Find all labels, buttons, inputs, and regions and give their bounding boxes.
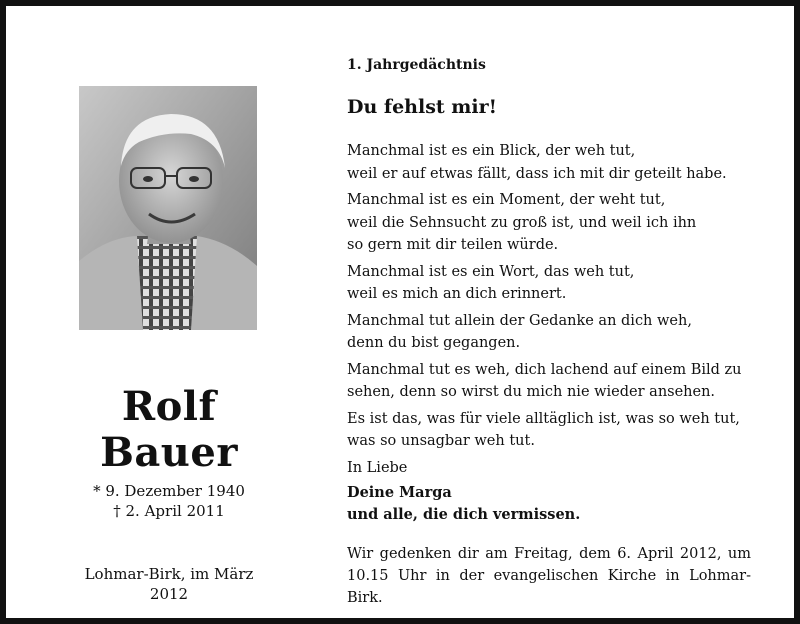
poem-line: was so unsagbar weh tut. [347,433,535,449]
poem-line: sehen, denn so wirst du mich nie wieder ansehen. [347,384,716,400]
poem [347,140,755,457]
portrait-photo [79,86,257,330]
signers [347,482,755,526]
poem-line: so gern mit dir teilen würde. [347,237,559,253]
signer-others: und alle, die dich vermissen. [347,506,581,523]
poem-line: Manchmal tut allein der Gedanke an dich weh, [347,312,692,329]
poem-stanza [347,359,755,404]
poem-line: Manchmal ist es ein Wort, das weh tut, [347,263,635,280]
deceased-last-name: Bauer [100,429,238,476]
birth-date: * 9. Dezember 1940 [93,482,245,500]
poem-stanza [347,408,755,453]
poem-stanza [347,140,755,185]
headline: Du fehlst mir! [347,96,497,118]
poem-line: Es ist das, was für viele alltäglich ist, was so weh tut, [347,410,740,427]
poem-line: Manchmal ist es ein Moment, der weht tut, [347,192,666,208]
place-and-date: Lohmar-Birk, im März 2012 [84,565,254,603]
death-date: † 2. April 2011 [113,502,225,520]
poem-line: Manchmal ist es ein Blick, der weh tut, [347,143,636,159]
poem-line: weil er auf etwas fällt, dass ich mit dir geteilt habe. [347,165,727,182]
deceased-first-name: Rolf [121,383,217,430]
poem-stanza [347,261,755,306]
poem-stanza [347,189,755,257]
anniversary-label: 1. Jahrgedächtnis [347,57,486,73]
signer-primary: Deine Marga [347,484,452,501]
life-dates [66,481,272,521]
in-love-label: In Liebe [347,460,408,476]
portrait-image [79,86,257,330]
poem-line: denn du bist gegangen. [347,335,521,351]
poem-stanza [347,310,755,355]
poem-line: weil die Sehnsucht zu groß ist, und weil ich ihn [347,214,697,231]
memorial-service-text: Wir gedenken dir am Freitag, dem 6. April 2012, um 10.15 Uhr in der evangelischen Kirche in Lohmar-Birk. [347,546,751,606]
poem-line: Manchmal tut es weh, dich lachend auf einem Bild zu [347,361,742,378]
poem-line: weil es mich an dich erinnert. [347,286,567,302]
